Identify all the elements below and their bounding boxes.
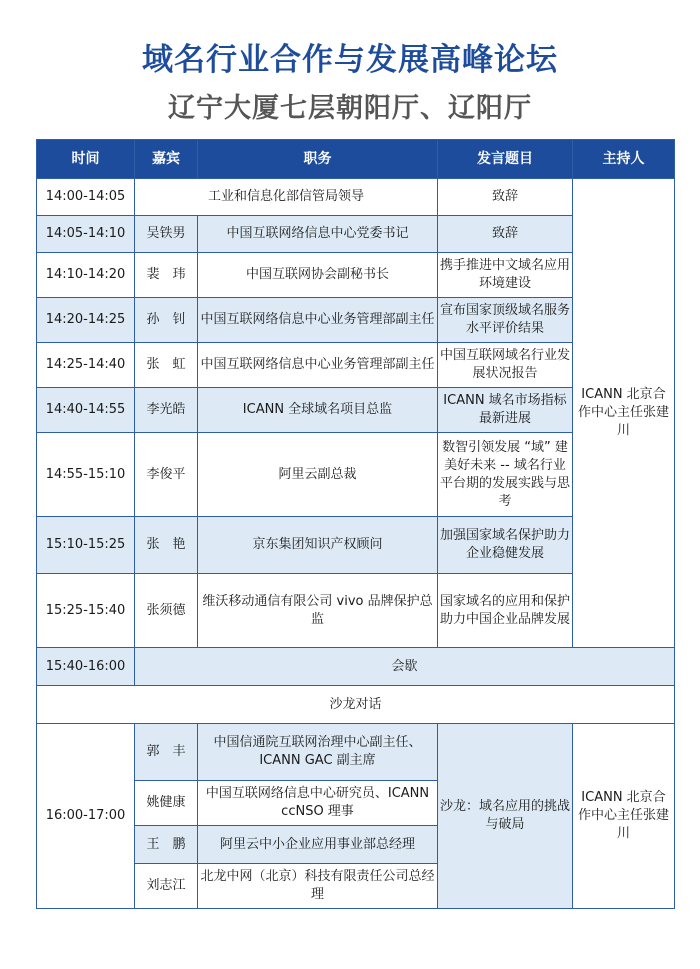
position-cell: 中国互联网协会副秘书长 (198, 253, 438, 298)
position-cell: 维沃移动通信有限公司 vivo 品牌保护总监 (198, 574, 438, 648)
guest-cell: 李俊平 (135, 433, 198, 517)
break-row (37, 648, 675, 686)
col-header-time: 时间 (37, 140, 135, 179)
guest-cell: 刘志江 (135, 864, 198, 909)
col-header-host: 主持人 (573, 140, 675, 179)
position-cell: 阿里云中小企业应用事业部总经理 (198, 826, 438, 864)
guest-cell: 张须德 (135, 574, 198, 648)
position-cell: 阿里云副总裁 (198, 433, 438, 517)
topic-cell: 致辞 (438, 179, 573, 216)
guest-cell: 李光皓 (135, 388, 198, 433)
time-cell: 15:25-15:40 (37, 574, 135, 648)
time-cell: 14:55-15:10 (37, 433, 135, 517)
time-cell: 14:00-14:05 (37, 179, 135, 216)
time-cell: 14:10-14:20 (37, 253, 135, 298)
time-cell: 14:05-14:10 (37, 216, 135, 253)
guest-cell: 张 虹 (135, 343, 198, 388)
salon-title-cell: 沙龙对话 (37, 686, 675, 724)
topic-cell: 国家域名的应用和保护助力中国企业品牌发展 (438, 574, 573, 648)
topic-cell: 数智引领发展 “域” 建美好未来 -- 域名行业平台期的发展实践与思考 (438, 433, 573, 517)
host-cell: ICANN 北京合作中心主任张建川 (573, 179, 675, 648)
position-cell: 中国互联网络信息中心党委书记 (198, 216, 438, 253)
schedule-table (36, 139, 675, 909)
table-row (37, 179, 675, 216)
col-header-position: 职务 (198, 140, 438, 179)
salon-title-row (37, 686, 675, 724)
time-cell: 14:40-14:55 (37, 388, 135, 433)
topic-cell: 中国互联网域名行业发展状况报告 (438, 343, 573, 388)
position-cell: 京东集团知识产权顾问 (198, 517, 438, 574)
position-cell: 中国互联网络信息中心业务管理部副主任 (198, 343, 438, 388)
col-header-guest: 嘉宾 (135, 140, 198, 179)
topic-cell: ICANN 域名市场指标最新进展 (438, 388, 573, 433)
position-cell: 中国互联网络信息中心业务管理部副主任 (198, 298, 438, 343)
guest-cell: 王 鹏 (135, 826, 198, 864)
time-cell: 14:25-14:40 (37, 343, 135, 388)
page-title: 域名行业合作与发展高峰论坛 (142, 42, 558, 78)
position-cell: ICANN 全球域名项目总监 (198, 388, 438, 433)
time-cell: 15:10-15:25 (37, 517, 135, 574)
break-time-cell: 15:40-16:00 (37, 648, 135, 686)
salon-topic-cell: 沙龙：域名应用的挑战与破局 (438, 724, 573, 909)
guest-cell: 裴 玮 (135, 253, 198, 298)
panel-row (37, 724, 675, 781)
break-label-cell: 会歇 (135, 648, 675, 686)
topic-cell: 加强国家域名保护助力企业稳健发展 (438, 517, 573, 574)
salon-host-cell: ICANN 北京合作中心主任张建川 (573, 724, 675, 909)
position-cell: 中国信通院互联网治理中心副主任、ICANN GAC 副主席 (198, 724, 438, 781)
guest-cell: 吴铁男 (135, 216, 198, 253)
table-header-row (37, 140, 675, 179)
position-cell: 北龙中网（北京）科技有限责任公司总经理 (198, 864, 438, 909)
col-header-topic: 发言题目 (438, 140, 573, 179)
topic-cell: 携手推进中文域名应用环境建设 (438, 253, 573, 298)
position-cell: 中国互联网络信息中心研究员、ICANN ccNSO 理事 (198, 781, 438, 826)
salon-time-cell: 16:00-17:00 (37, 724, 135, 909)
position-cell: 工业和信息化部信管局领导 (135, 179, 438, 216)
guest-cell: 孙 钊 (135, 298, 198, 343)
guest-cell: 张 艳 (135, 517, 198, 574)
time-cell: 14:20-14:25 (37, 298, 135, 343)
topic-cell: 宣布国家顶级域名服务水平评价结果 (438, 298, 573, 343)
topic-cell: 致辞 (438, 216, 573, 253)
guest-cell: 郭 丰 (135, 724, 198, 781)
venue-subtitle: 辽宁大厦七层朝阳厅、辽阳厅 (168, 93, 532, 124)
guest-cell: 姚健康 (135, 781, 198, 826)
